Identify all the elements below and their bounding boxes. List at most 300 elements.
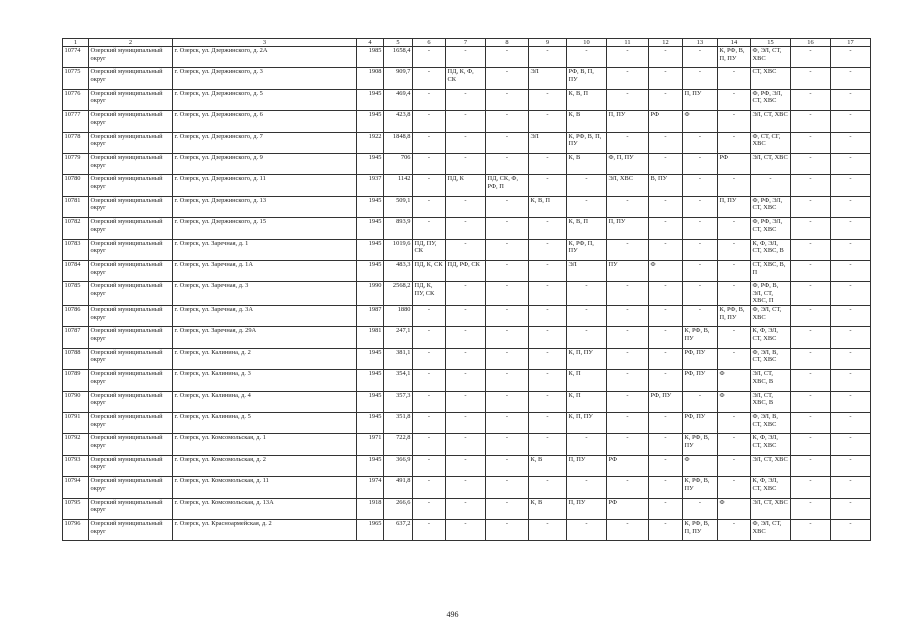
- table-cell-col-12: -: [649, 196, 683, 217]
- column-header-14: 14: [718, 39, 751, 47]
- table-cell-col-3: г. Озерск, ул. Заречная, д. 1: [173, 239, 357, 260]
- table-cell-col-9: К, В: [529, 498, 567, 519]
- table-cell-col-10: П, ПУ: [567, 498, 607, 519]
- table-row: [63, 196, 871, 217]
- table-cell-col-9: -: [529, 391, 567, 412]
- table-cell-col-6: -: [413, 348, 446, 369]
- table-cell-col-5: 351,8: [384, 413, 413, 434]
- table-cell-col-3: г. Озерск, ул. Дзержинского, д. 11: [173, 175, 357, 196]
- table-cell-col-17: -: [831, 89, 871, 110]
- column-header-16: 16: [791, 39, 831, 47]
- table-cell-col-2: Озерский муниципальный округ: [89, 327, 173, 348]
- table-cell-col-16: -: [791, 89, 831, 110]
- table-cell-col-3: г. Озерск, ул. Комсомольская, д. 1: [173, 434, 357, 455]
- table-cell-col-8: -: [486, 153, 529, 174]
- table-cell-col-4: 1971: [357, 434, 384, 455]
- table-cell-col-17: -: [831, 498, 871, 519]
- page-number: 496: [446, 610, 459, 619]
- table-cell-col-9: -: [529, 239, 567, 260]
- table-cell-col-4: 1981: [357, 327, 384, 348]
- table-cell-col-10: К, П, ПУ: [567, 413, 607, 434]
- table-cell-col-1: 10774: [63, 47, 89, 68]
- table-cell-col-12: -: [649, 218, 683, 239]
- table-cell-col-3: г. Озерск, ул. Заречная, д. 1А: [173, 260, 357, 281]
- table-cell-col-13: РФ, ПУ: [683, 413, 718, 434]
- table-cell-col-17: -: [831, 68, 871, 89]
- table-cell-col-12: -: [649, 434, 683, 455]
- table-cell-col-7: -: [446, 282, 486, 306]
- table-cell-col-13: -: [683, 282, 718, 306]
- table-cell-col-14: -: [718, 89, 751, 110]
- table-cell-col-14: К, РФ, В, П, ПУ: [718, 306, 751, 327]
- table-cell-col-15: Ф, ЭЛ, СТ, ХВС: [751, 47, 791, 68]
- table-cell-col-6: -: [413, 68, 446, 89]
- column-header-17: 17: [831, 39, 871, 47]
- table-cell-col-12: -: [649, 306, 683, 327]
- table-cell-col-5: 483,3: [384, 260, 413, 281]
- table-cell-col-10: К, РФ, В, П, ПУ: [567, 132, 607, 153]
- table-row: [63, 434, 871, 455]
- table-cell-col-6: -: [413, 327, 446, 348]
- table-row: [63, 306, 871, 327]
- table-cell-col-3: г. Озерск, ул. Калинина, д. 2: [173, 348, 357, 369]
- table-cell-col-11: Ф, П, ПУ: [607, 153, 649, 174]
- table-cell-col-9: -: [529, 153, 567, 174]
- table-row: [63, 68, 871, 89]
- table-cell-col-7: -: [446, 434, 486, 455]
- table-cell-col-1: 10788: [63, 348, 89, 369]
- table-row: [63, 47, 871, 68]
- table-cell-col-12: -: [649, 132, 683, 153]
- table-cell-col-16: -: [791, 111, 831, 132]
- table-cell-col-13: -: [683, 391, 718, 412]
- table-row: [63, 132, 871, 153]
- table-cell-col-3: г. Озерск, ул. Дзержинского, д. 2А: [173, 47, 357, 68]
- table-cell-col-17: -: [831, 519, 871, 540]
- table-cell-col-14: Ф: [718, 391, 751, 412]
- table-cell-col-1: 10786: [63, 306, 89, 327]
- table-cell-col-8: ПД, СК, Ф, РФ, П: [486, 175, 529, 196]
- table-cell-col-14: -: [718, 348, 751, 369]
- table-cell-col-17: -: [831, 434, 871, 455]
- table-cell-col-13: -: [683, 239, 718, 260]
- table-cell-col-1: 10792: [63, 434, 89, 455]
- table-cell-col-4: 1908: [357, 68, 384, 89]
- table-cell-col-11: -: [607, 370, 649, 391]
- table-cell-col-12: РФ, ПУ: [649, 391, 683, 412]
- column-header-9: 9: [529, 39, 567, 47]
- table-cell-col-1: 10785: [63, 282, 89, 306]
- table-cell-col-4: 1945: [357, 348, 384, 369]
- table-cell-col-16: -: [791, 175, 831, 196]
- table-cell-col-12: РФ: [649, 111, 683, 132]
- table-cell-col-4: 1937: [357, 175, 384, 196]
- table-cell-col-16: -: [791, 68, 831, 89]
- table-cell-col-7: -: [446, 455, 486, 476]
- table-cell-col-17: -: [831, 282, 871, 306]
- table-cell-col-5: 366,9: [384, 455, 413, 476]
- table-cell-col-8: -: [486, 348, 529, 369]
- table-cell-col-4: 1945: [357, 153, 384, 174]
- table-cell-col-9: ЭЛ: [529, 68, 567, 89]
- table-cell-col-2: Озерский муниципальный округ: [89, 348, 173, 369]
- table-cell-col-1: 10784: [63, 260, 89, 281]
- table-cell-col-2: Озерский муниципальный округ: [89, 477, 173, 498]
- table-cell-col-8: -: [486, 498, 529, 519]
- table-cell-col-1: 10778: [63, 132, 89, 153]
- column-header-6: 6: [413, 39, 446, 47]
- table-cell-col-7: -: [446, 218, 486, 239]
- column-header-4: 4: [357, 39, 384, 47]
- table-cell-col-7: -: [446, 370, 486, 391]
- table-cell-col-10: К, В, П: [567, 218, 607, 239]
- table-cell-col-8: -: [486, 455, 529, 476]
- table-cell-col-12: -: [649, 327, 683, 348]
- table-cell-col-1: 10789: [63, 370, 89, 391]
- table-cell-col-11: П, ПУ: [607, 218, 649, 239]
- table-cell-col-11: -: [607, 89, 649, 110]
- table-cell-col-9: -: [529, 260, 567, 281]
- table-row: [63, 498, 871, 519]
- table-cell-col-15: К, Ф, ЭЛ, СТ, ХВС, В: [751, 239, 791, 260]
- table-cell-col-17: -: [831, 348, 871, 369]
- table-cell-col-6: -: [413, 218, 446, 239]
- table-cell-col-6: -: [413, 391, 446, 412]
- table-cell-col-8: -: [486, 260, 529, 281]
- table-cell-col-15: ЭЛ, СТ, ХВС: [751, 153, 791, 174]
- table-cell-col-1: 10776: [63, 89, 89, 110]
- table-row: [63, 477, 871, 498]
- table-cell-col-12: Ф: [649, 260, 683, 281]
- table-cell-col-10: -: [567, 477, 607, 498]
- table-cell-col-8: -: [486, 370, 529, 391]
- table-cell-col-1: 10796: [63, 519, 89, 540]
- table-cell-col-7: ПД, К: [446, 175, 486, 196]
- table-cell-col-4: 1945: [357, 455, 384, 476]
- table-cell-col-11: -: [607, 68, 649, 89]
- table-cell-col-7: ПД, РФ, СК: [446, 260, 486, 281]
- table-cell-col-10: -: [567, 306, 607, 327]
- table-cell-col-15: ЭЛ, СТ, ХВС: [751, 498, 791, 519]
- table-cell-col-11: РФ: [607, 498, 649, 519]
- table-cell-col-3: г. Озерск, ул. Калинина, д. 5: [173, 413, 357, 434]
- table-cell-col-8: -: [486, 519, 529, 540]
- table-row: [63, 260, 871, 281]
- column-header-1: 1: [63, 39, 89, 47]
- table-cell-col-17: -: [831, 260, 871, 281]
- table-cell-col-8: -: [486, 68, 529, 89]
- table-cell-col-14: -: [718, 260, 751, 281]
- table-cell-col-3: г. Озерск, ул. Дзержинского, д. 9: [173, 153, 357, 174]
- column-number-row: [63, 39, 871, 47]
- table-cell-col-1: 10775: [63, 68, 89, 89]
- table-cell-col-2: Озерский муниципальный округ: [89, 455, 173, 476]
- table-cell-col-2: Озерский муниципальный округ: [89, 175, 173, 196]
- table-cell-col-1: 10777: [63, 111, 89, 132]
- table-cell-col-8: -: [486, 327, 529, 348]
- table-cell-col-6: -: [413, 477, 446, 498]
- table-cell-col-5: 266,6: [384, 498, 413, 519]
- column-header-15: 15: [751, 39, 791, 47]
- column-header-2: 2: [89, 39, 173, 47]
- table-cell-col-16: -: [791, 413, 831, 434]
- table-cell-col-17: -: [831, 111, 871, 132]
- column-header-8: 8: [486, 39, 529, 47]
- table-cell-col-2: Озерский муниципальный округ: [89, 370, 173, 391]
- table-cell-col-17: -: [831, 175, 871, 196]
- table-cell-col-9: -: [529, 348, 567, 369]
- table-cell-col-15: ЭЛ, СТ, ХВС, В: [751, 391, 791, 412]
- table-cell-col-3: г. Озерск, ул. Дзержинского, д. 6: [173, 111, 357, 132]
- table-row: [63, 282, 871, 306]
- table-cell-col-5: 491,8: [384, 477, 413, 498]
- table-cell-col-8: -: [486, 477, 529, 498]
- table-cell-col-6: -: [413, 89, 446, 110]
- table-cell-col-12: -: [649, 239, 683, 260]
- table-cell-col-7: -: [446, 519, 486, 540]
- table-cell-col-15: СТ, ХВС, В, П: [751, 260, 791, 281]
- table-row: [63, 413, 871, 434]
- table-cell-col-1: 10790: [63, 391, 89, 412]
- table-cell-col-15: Ф, РФ, ЭЛ, СТ, ХВС: [751, 89, 791, 110]
- table-cell-col-9: К, В, П: [529, 196, 567, 217]
- table-cell-col-9: ЭЛ: [529, 132, 567, 153]
- table-cell-col-7: -: [446, 89, 486, 110]
- table-cell-col-12: -: [649, 47, 683, 68]
- table-cell-col-3: г. Озерск, ул. Комсомольская, д. 2: [173, 455, 357, 476]
- table-cell-col-11: -: [607, 391, 649, 412]
- table-cell-col-1: 10787: [63, 327, 89, 348]
- table-cell-col-12: -: [649, 282, 683, 306]
- table-cell-col-10: -: [567, 175, 607, 196]
- table-cell-col-14: -: [718, 413, 751, 434]
- table-cell-col-5: 1848,8: [384, 132, 413, 153]
- table-cell-col-2: Озерский муниципальный округ: [89, 196, 173, 217]
- table-cell-col-1: 10795: [63, 498, 89, 519]
- table-cell-col-12: -: [649, 89, 683, 110]
- table-cell-col-4: 1945: [357, 196, 384, 217]
- table-cell-col-3: г. Озерск, ул. Красноармейская, д. 2: [173, 519, 357, 540]
- table-cell-col-11: -: [607, 477, 649, 498]
- table-cell-col-16: -: [791, 218, 831, 239]
- table-cell-col-17: -: [831, 477, 871, 498]
- table-cell-col-6: -: [413, 370, 446, 391]
- table-cell-col-17: -: [831, 153, 871, 174]
- table-cell-col-15: Ф, РФ, В, ЭЛ, СТ, ХВС, П: [751, 282, 791, 306]
- table-cell-col-6: -: [413, 111, 446, 132]
- table-cell-col-4: 1974: [357, 477, 384, 498]
- table-cell-col-11: ЭЛ, ХВС: [607, 175, 649, 196]
- table-cell-col-15: Ф, ЭЛ, СТ, ХВС: [751, 519, 791, 540]
- table-cell-col-2: Озерский муниципальный округ: [89, 282, 173, 306]
- table-cell-col-1: 10794: [63, 477, 89, 498]
- table-cell-col-1: 10783: [63, 239, 89, 260]
- table-cell-col-3: г. Озерск, ул. Дзержинского, д. 5: [173, 89, 357, 110]
- table-cell-col-2: Озерский муниципальный округ: [89, 47, 173, 68]
- table-cell-col-14: -: [718, 68, 751, 89]
- table-cell-col-10: -: [567, 434, 607, 455]
- column-header-3: 3: [173, 39, 357, 47]
- table-cell-col-12: -: [649, 455, 683, 476]
- table-cell-col-6: -: [413, 153, 446, 174]
- table-cell-col-11: -: [607, 282, 649, 306]
- table-cell-col-3: г. Озерск, ул. Комсомольская, д. 11: [173, 477, 357, 498]
- table-cell-col-2: Озерский муниципальный округ: [89, 498, 173, 519]
- table-cell-col-2: Озерский муниципальный округ: [89, 519, 173, 540]
- table-cell-col-17: -: [831, 391, 871, 412]
- table-cell-col-10: К, П: [567, 370, 607, 391]
- table-cell-col-6: -: [413, 413, 446, 434]
- table-cell-col-16: -: [791, 434, 831, 455]
- table-cell-col-2: Озерский муниципальный округ: [89, 306, 173, 327]
- table-cell-col-8: -: [486, 413, 529, 434]
- table-row: [63, 111, 871, 132]
- table-cell-col-11: -: [607, 413, 649, 434]
- table-cell-col-14: -: [718, 327, 751, 348]
- column-header-10: 10: [567, 39, 607, 47]
- table-cell-col-3: г. Озерск, ул. Калинина, д. 4: [173, 391, 357, 412]
- table-cell-col-9: -: [529, 306, 567, 327]
- table-cell-col-10: -: [567, 47, 607, 68]
- table-cell-col-15: -: [751, 175, 791, 196]
- table-cell-col-1: 10791: [63, 413, 89, 434]
- table-cell-col-16: -: [791, 239, 831, 260]
- table-cell-col-14: РФ: [718, 153, 751, 174]
- table-cell-col-7: -: [446, 327, 486, 348]
- table-cell-col-2: Озерский муниципальный округ: [89, 239, 173, 260]
- table-cell-col-11: -: [607, 47, 649, 68]
- table-cell-col-4: 1965: [357, 519, 384, 540]
- table-cell-col-5: 423,8: [384, 111, 413, 132]
- table-cell-col-8: -: [486, 89, 529, 110]
- table-cell-col-14: П, ПУ: [718, 196, 751, 217]
- table-cell-col-8: -: [486, 132, 529, 153]
- table-cell-col-14: -: [718, 477, 751, 498]
- table-cell-col-13: РФ, ПУ: [683, 348, 718, 369]
- table-cell-col-10: К, В: [567, 153, 607, 174]
- table-cell-col-11: -: [607, 196, 649, 217]
- table-cell-col-11: -: [607, 519, 649, 540]
- table-cell-col-9: -: [529, 218, 567, 239]
- table-cell-col-7: ПД, К, Ф, СК: [446, 68, 486, 89]
- table-cell-col-12: -: [649, 413, 683, 434]
- table-cell-col-16: -: [791, 455, 831, 476]
- table-cell-col-7: -: [446, 111, 486, 132]
- table-cell-col-13: -: [683, 47, 718, 68]
- table-cell-col-12: -: [649, 477, 683, 498]
- table-cell-col-13: К, РФ, В, ПУ: [683, 434, 718, 455]
- table-cell-col-16: -: [791, 477, 831, 498]
- table-cell-col-2: Озерский муниципальный округ: [89, 153, 173, 174]
- table-cell-col-15: Ф, ЭЛ, В, СТ, ХВС: [751, 413, 791, 434]
- table-cell-col-11: -: [607, 327, 649, 348]
- table-cell-col-5: 1658,4: [384, 47, 413, 68]
- table-cell-col-11: ПУ: [607, 260, 649, 281]
- table-cell-col-10: РФ, В, П, ПУ: [567, 68, 607, 89]
- table-cell-col-6: -: [413, 132, 446, 153]
- table-cell-col-13: -: [683, 153, 718, 174]
- table-cell-col-15: К, Ф, ЭЛ, СТ, ХВС: [751, 477, 791, 498]
- table-cell-col-11: -: [607, 348, 649, 369]
- table-cell-col-7: -: [446, 132, 486, 153]
- table-cell-col-14: -: [718, 132, 751, 153]
- table-cell-col-16: -: [791, 132, 831, 153]
- table-cell-col-5: 1880: [384, 306, 413, 327]
- table-cell-col-16: -: [791, 348, 831, 369]
- table-cell-col-14: -: [718, 282, 751, 306]
- table-row: [63, 327, 871, 348]
- table-cell-col-11: -: [607, 239, 649, 260]
- table-cell-col-13: -: [683, 498, 718, 519]
- table-cell-col-4: 1985: [357, 47, 384, 68]
- table-cell-col-9: -: [529, 327, 567, 348]
- table-cell-col-7: -: [446, 391, 486, 412]
- table-cell-col-7: -: [446, 348, 486, 369]
- table-cell-col-4: 1945: [357, 111, 384, 132]
- table-cell-col-17: -: [831, 455, 871, 476]
- column-header-5: 5: [384, 39, 413, 47]
- table-cell-col-5: 909,7: [384, 68, 413, 89]
- table-cell-col-10: -: [567, 196, 607, 217]
- table-row: [63, 348, 871, 369]
- table-cell-col-5: 247,1: [384, 327, 413, 348]
- table-cell-col-10: К, В: [567, 111, 607, 132]
- table-cell-col-15: Ф, РФ, ЭЛ, СТ, ХВС: [751, 196, 791, 217]
- table-cell-col-2: Озерский муниципальный округ: [89, 89, 173, 110]
- table-cell-col-17: -: [831, 47, 871, 68]
- table-cell-col-4: 1945: [357, 260, 384, 281]
- table-cell-col-16: -: [791, 327, 831, 348]
- table-cell-col-12: В, ПУ: [649, 175, 683, 196]
- table-cell-col-5: 893,9: [384, 218, 413, 239]
- column-header-11: 11: [607, 39, 649, 47]
- table-cell-col-2: Озерский муниципальный округ: [89, 260, 173, 281]
- table-cell-col-5: 1142: [384, 175, 413, 196]
- table-row: [63, 370, 871, 391]
- table-cell-col-9: -: [529, 282, 567, 306]
- table-cell-col-8: -: [486, 282, 529, 306]
- table-cell-col-4: 1987: [357, 306, 384, 327]
- table-cell-col-12: -: [649, 370, 683, 391]
- table-cell-col-10: К, В, П: [567, 89, 607, 110]
- table-cell-col-4: 1945: [357, 89, 384, 110]
- table-cell-col-1: 10781: [63, 196, 89, 217]
- table-cell-col-15: ЭЛ, СТ, ХВС: [751, 455, 791, 476]
- table-cell-col-17: -: [831, 370, 871, 391]
- table-cell-col-16: -: [791, 153, 831, 174]
- table-cell-col-1: 10793: [63, 455, 89, 476]
- table-cell-col-16: -: [791, 519, 831, 540]
- table-cell-col-8: -: [486, 306, 529, 327]
- table-cell-col-14: -: [718, 455, 751, 476]
- table-cell-col-5: 469,4: [384, 89, 413, 110]
- table-cell-col-2: Озерский муниципальный округ: [89, 218, 173, 239]
- table-cell-col-7: -: [446, 477, 486, 498]
- table-cell-col-7: -: [446, 196, 486, 217]
- table-row: [63, 239, 871, 260]
- table-row: [63, 218, 871, 239]
- table-cell-col-10: К, РФ, П, ПУ: [567, 239, 607, 260]
- table-cell-col-5: 354,1: [384, 370, 413, 391]
- table-cell-col-11: -: [607, 306, 649, 327]
- table-cell-col-6: -: [413, 434, 446, 455]
- table-cell-col-13: К, РФ, В, П, ПУ: [683, 519, 718, 540]
- table-cell-col-13: -: [683, 132, 718, 153]
- table-cell-col-14: -: [718, 111, 751, 132]
- table-cell-col-16: -: [791, 498, 831, 519]
- table-cell-col-14: -: [718, 175, 751, 196]
- table-cell-col-2: Озерский муниципальный округ: [89, 434, 173, 455]
